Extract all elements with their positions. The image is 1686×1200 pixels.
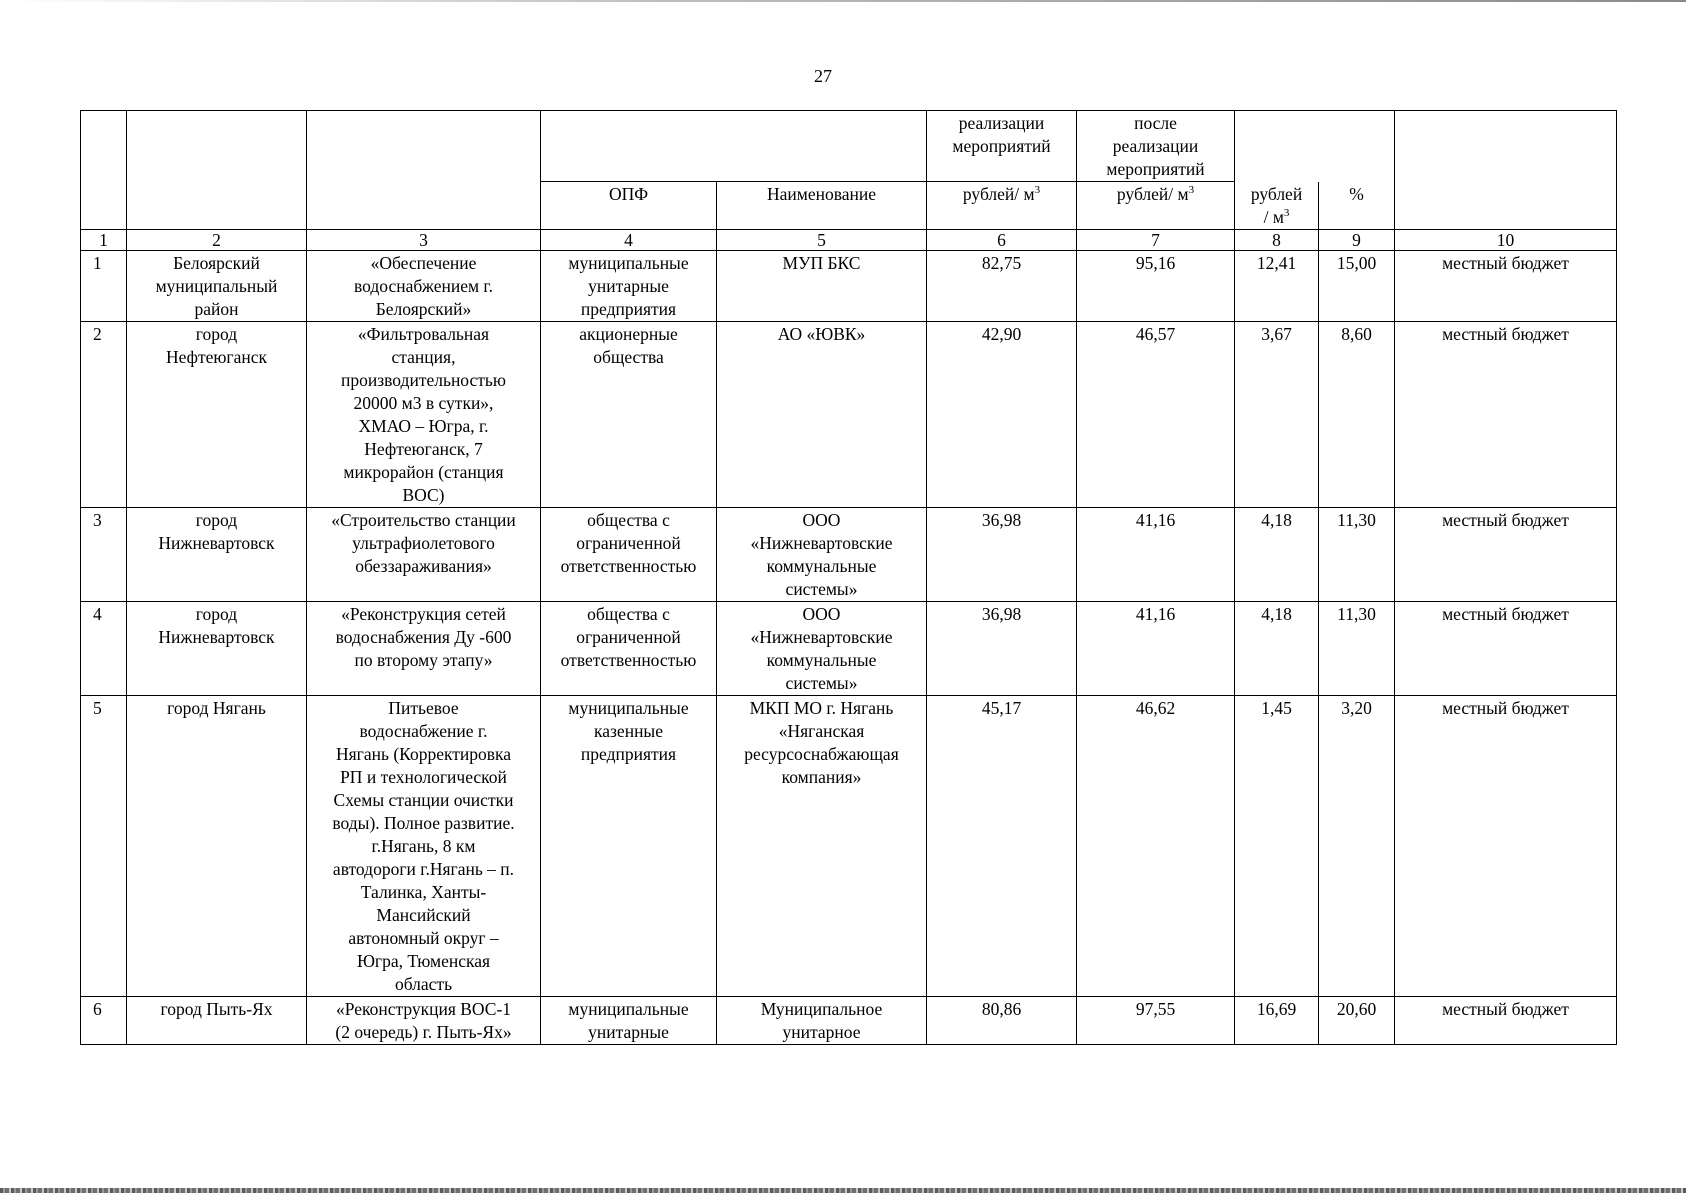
project-cell: «Реконструкция ВОС-1 (2 очередь) г. Пыть-Ях» — [307, 997, 541, 1045]
tariff-after-cell: 41,16 — [1077, 508, 1235, 602]
opf-cell: муниципальные унитарные — [541, 997, 717, 1045]
organization-cell: ООО «Нижневартовские коммунальные системы» — [717, 508, 927, 602]
header-col6-top: реализации мероприятий — [927, 111, 1077, 182]
project-cell: «Реконструкция сетей водоснабжения Ду -600 по второму этапу» — [307, 602, 541, 696]
opf-cell: муниципальные унитарные предприятия — [541, 251, 717, 322]
header-cell-3 — [307, 111, 541, 182]
organization-cell: ООО «Нижневартовские коммунальные системы» — [717, 602, 927, 696]
municipality-cell: город Нижневартовск — [127, 508, 307, 602]
row-number: 2 — [81, 322, 127, 508]
header-unit-8 — [1235, 182, 1319, 230]
organization-cell: Муниципальное унитарное — [717, 997, 927, 1045]
row-number: 3 — [81, 508, 127, 602]
scan-top-edge — [0, 0, 1686, 2]
increase-rub-cell: 4,18 — [1235, 508, 1319, 602]
organization-cell: АО «ЮВК» — [717, 322, 927, 508]
column-number: 9 — [1319, 230, 1395, 251]
unit-exponent: 3 — [1034, 184, 1041, 197]
column-number: 3 — [307, 230, 541, 251]
increase-percent-cell: 8,60 — [1319, 322, 1395, 508]
municipality-cell: город Пыть-Ях — [127, 997, 307, 1045]
header-unit-8-text: рублей / м — [1250, 184, 1303, 227]
header-cell-4-5 — [541, 111, 927, 182]
table-row — [81, 508, 1617, 602]
scan-bottom-edge — [0, 1188, 1686, 1193]
table-row — [81, 322, 1617, 508]
funding-source-cell: местный бюджет — [1395, 696, 1617, 997]
unit-exponent: 3 — [1188, 184, 1195, 197]
funding-source-cell: местный бюджет — [1395, 997, 1617, 1045]
header-percent: % — [1319, 182, 1395, 230]
tariff-after-cell: 46,57 — [1077, 322, 1235, 508]
header-name: Наименование — [717, 182, 927, 230]
header-row-top — [81, 111, 1617, 182]
tariff-after-cell: 46,62 — [1077, 696, 1235, 997]
header-sub-3 — [307, 182, 541, 230]
header-sub-1 — [81, 182, 127, 230]
table-row — [81, 696, 1617, 997]
increase-percent-cell: 11,30 — [1319, 602, 1395, 696]
column-number: 10 — [1395, 230, 1617, 251]
column-number: 2 — [127, 230, 307, 251]
header-unit-6-text: рублей/ м — [962, 184, 1035, 204]
column-number: 6 — [927, 230, 1077, 251]
funding-source-cell: местный бюджет — [1395, 602, 1617, 696]
opf-cell: муниципальные казенные предприятия — [541, 696, 717, 997]
header-opf: ОПФ — [541, 182, 717, 230]
column-number: 5 — [717, 230, 927, 251]
organization-cell: МКП МО г. Нягань «Няганская ресурсоснабжающая компания» — [717, 696, 927, 997]
table-row — [81, 602, 1617, 696]
municipality-cell: город Нягань — [127, 696, 307, 997]
header-col7-top: после реализации мероприятий — [1077, 111, 1235, 182]
column-number: 1 — [81, 230, 127, 251]
tariff-after-cell: 41,16 — [1077, 602, 1235, 696]
header-cell-10 — [1395, 111, 1617, 182]
table-row — [81, 997, 1617, 1045]
funding-source-cell: местный бюджет — [1395, 251, 1617, 322]
municipality-cell: город Нефтеюганск — [127, 322, 307, 508]
tariff-after-cell: 95,16 — [1077, 251, 1235, 322]
header-unit-6 — [927, 182, 1077, 230]
increase-percent-cell: 15,00 — [1319, 251, 1395, 322]
column-number-row — [81, 230, 1617, 251]
funding-source-cell: местный бюджет — [1395, 322, 1617, 508]
header-cell-1 — [81, 111, 127, 182]
row-number: 6 — [81, 997, 127, 1045]
project-cell: «Фильтровальная станция, производительностью 20000 м3 в сутки», ХМАО – Югра, г. Нефтеюганск, 7 микрорайон (станция ВОС) — [307, 322, 541, 508]
tariff-before-cell: 45,17 — [927, 696, 1077, 997]
header-cell-2 — [127, 111, 307, 182]
tariff-before-cell: 82,75 — [927, 251, 1077, 322]
opf-cell: общества с ограниченной ответственностью — [541, 508, 717, 602]
organization-cell: МУП БКС — [717, 251, 927, 322]
header-sub-10 — [1395, 182, 1617, 230]
increase-percent-cell: 20,60 — [1319, 997, 1395, 1045]
column-number: 4 — [541, 230, 717, 251]
unit-exponent: 3 — [1283, 207, 1290, 220]
page-number: 27 — [814, 66, 832, 86]
header-cell-8-9 — [1235, 111, 1395, 182]
header-sub-2 — [127, 182, 307, 230]
increase-percent-cell: 3,20 — [1319, 696, 1395, 997]
project-cell: Питьевое водоснабжение г. Нягань (Корректировка РП и технологической Схемы станции очистки воды). Полное развитие. г.Нягань, 8 км автодороги г.Нягань – п. Талинка, Ханты- Мансийский автономный округ – Югра, Тюменская область — [307, 696, 541, 997]
column-number: 7 — [1077, 230, 1235, 251]
tariff-before-cell: 80,86 — [927, 997, 1077, 1045]
increase-rub-cell: 12,41 — [1235, 251, 1319, 322]
increase-percent-cell: 11,30 — [1319, 508, 1395, 602]
tariff-table — [80, 110, 1617, 1045]
header-unit-7-text: рублей/ м — [1116, 184, 1189, 204]
municipality-cell: город Нижневартовск — [127, 602, 307, 696]
row-number: 5 — [81, 696, 127, 997]
header-unit-7 — [1077, 182, 1235, 230]
header-row-sub — [81, 182, 1617, 230]
tariff-before-cell: 36,98 — [927, 508, 1077, 602]
opf-cell: акционерные общества — [541, 322, 717, 508]
tariff-before-cell: 36,98 — [927, 602, 1077, 696]
project-cell: «Обеспечение водоснабжением г. Белоярский» — [307, 251, 541, 322]
funding-source-cell: местный бюджет — [1395, 508, 1617, 602]
increase-rub-cell: 4,18 — [1235, 602, 1319, 696]
tariff-before-cell: 42,90 — [927, 322, 1077, 508]
table-row — [81, 251, 1617, 322]
tariff-after-cell: 97,55 — [1077, 997, 1235, 1045]
opf-cell: общества с ограниченной ответственностью — [541, 602, 717, 696]
increase-rub-cell: 16,69 — [1235, 997, 1319, 1045]
project-cell: «Строительство станции ультрафиолетового обеззараживания» — [307, 508, 541, 602]
increase-rub-cell: 1,45 — [1235, 696, 1319, 997]
row-number: 4 — [81, 602, 127, 696]
municipality-cell: Белоярский муниципальный район — [127, 251, 307, 322]
row-number: 1 — [81, 251, 127, 322]
increase-rub-cell: 3,67 — [1235, 322, 1319, 508]
column-number: 8 — [1235, 230, 1319, 251]
